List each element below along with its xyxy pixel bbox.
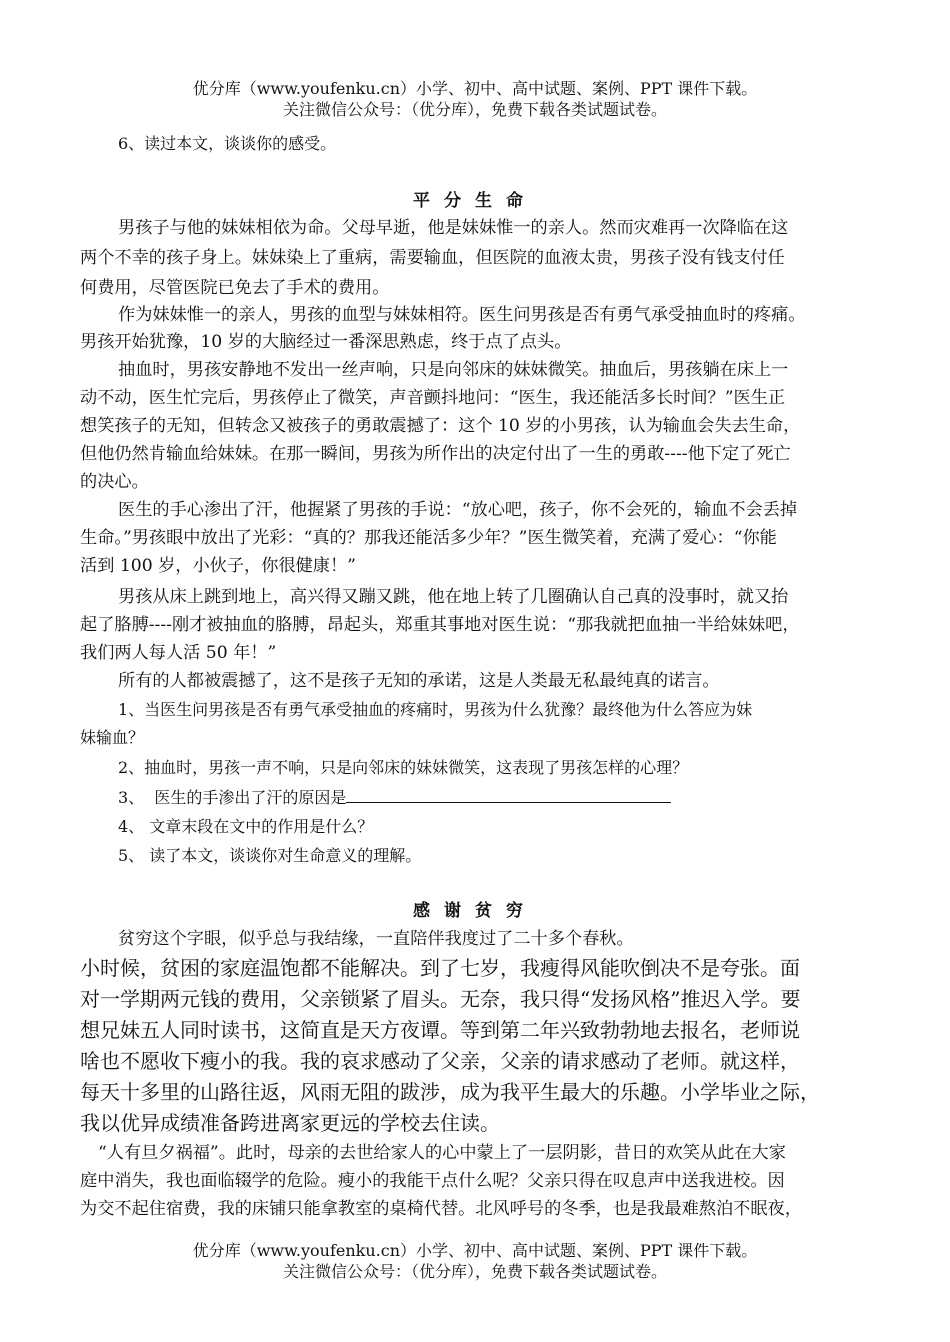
article2-title: 感谢贫穷 [413, 901, 537, 921]
question-5: 5、 读了本文，谈谈你对生命意义的理解。 [118, 846, 422, 865]
text-line: 抽血时，男孩安静地不发出一丝声响，只是向邻床的妹妹微笑。抽血后，男孩躺在床上一 [118, 360, 789, 380]
text-line: 两个不幸的孩子身上。妹妹染上了重病，需要输血，但医院的血液太贵，男孩子没有钱支付任 [80, 248, 785, 268]
question-3-text: 3、 医生的手渗出了汗的原因是 [118, 788, 347, 807]
page-footer [0, 1240, 950, 1282]
text-line: 想笑孩子的无知，但转念又被孩子的勇敢震撼了：这个 10 岁的小男孩，认为输血会失去生命， [80, 416, 801, 436]
question-1-cont: 妹输血？ [80, 728, 145, 747]
article1-title: 平分生命 [413, 191, 537, 211]
text-line: 起了胳膊----刚才被抽血的胳膊，昂起头，郑重其事地对医生说：“那我就把血抽一半给妹妹吧， [80, 615, 800, 635]
text-line: 每天十多里的山路往返，风雨无阻的跋涉，成为我平生最大的乐趣。小学毕业之际， [80, 1080, 820, 1104]
question-3 [118, 785, 671, 808]
question-4: 4、 文章末段在文中的作用是什么？ [118, 817, 374, 836]
text-line: 庭中消失，我也面临辍学的危险。瘦小的我能干点什么呢？父亲只得在叹息声中送我进校。因 [80, 1171, 785, 1191]
text-line: 生命。”男孩眼中放出了光彩：“真的？那我还能活多少年？”医生微笑着，充满了爱心：“你能 [80, 528, 777, 548]
footer-line-2: 关注微信公众号：（优分库），免费下载各类试题试卷。 [282, 1262, 667, 1281]
text-line: 想兄妹五人同时读书，这简直是天方夜谭。等到第二年兴致勃勃地去报名，老师说 [80, 1018, 800, 1042]
text-line: 对一学期两元钱的费用，父亲锁紧了眉头。无奈，我只得“发扬风格”推迟入学。要 [80, 987, 801, 1011]
text-line: 男孩子与他的妹妹相依为命。父母早逝，他是妹妹惟一的亲人。然而灾难再一次降临在这 [118, 218, 789, 238]
text-line: 贫穷这个字眼，似乎总与我结缘，一直陪伴我度过了二十多个春秋。 [118, 929, 634, 949]
text-line: 动不动，医生忙完后，男孩停止了微笑，声音颤抖地问：“医生，我还能活多长时间？”医生正 [80, 388, 786, 408]
text-line: 何费用，尽管医院已免去了手术的费用。 [80, 278, 390, 298]
answer-blank[interactable] [346, 787, 671, 803]
text-line: 小时候，贫困的家庭温饱都不能解决。到了七岁，我瘦得风能吹倒决不是夸张。面 [80, 956, 800, 980]
text-line: 但他仍然肯输血给妹妹。在那一瞬间，男孩为所作出的决定付出了一生的勇敢----他下定了死亡 [80, 444, 791, 464]
text-line: 男孩开始犹豫，10 岁的大脑经过一番深思熟虑，终于点了点头。 [80, 332, 572, 352]
text-line: 啥也不愿收下瘦小的我。我的哀求感动了父亲，父亲的请求感动了老师。就这样， [80, 1049, 800, 1073]
text-line: 我们两人每人活 50 年！” [80, 643, 277, 663]
header-line-1: 优分库（www.youfenku.cn）小学、初中、高中试题、案例、PPT 课件下载。 [192, 79, 758, 98]
text-line: 医生的手心渗出了汗，他握紧了男孩的手说：“放心吧，孩子，你不会死的，输血不会丢掉 [118, 500, 798, 520]
question-2: 2、抽血时，男孩一声不响，只是向邻床的妹妹微笑，这表现了男孩怎样的心理？ [118, 758, 689, 777]
text-line: 我以优异成绩准备跨进离家更远的学校去住读。 [80, 1111, 500, 1135]
text-line: “人有旦夕祸福”。此时，母亲的去世给家人的心中蒙上了一层阴影，昔日的欢笑从此在大家 [98, 1143, 786, 1163]
text-line: 男孩从床上跳到地上，高兴得又蹦又跳，他在地上转了几圈确认自己真的没事时，就又抬 [118, 587, 789, 607]
text-line: 所有的人都被震撼了，这不是孩子无知的承诺，这是人类最无私最纯真的诺言。 [118, 671, 720, 691]
text-line: 活到 100 岁，小伙子，你很健康！” [80, 556, 356, 576]
text-line: 的决心。 [80, 472, 149, 492]
footer-line-1: 优分库（www.youfenku.cn）小学、初中、高中试题、案例、PPT 课件下载。 [192, 1241, 758, 1260]
text-line: 为交不起住宿费，我的床铺只能拿教室的桌椅代替。北风呼号的冬季，也是我最难熬泊不眠夜， [80, 1199, 802, 1219]
header-line-2: 关注微信公众号：（优分库），免费下载各类试题试卷。 [282, 100, 667, 119]
text-line: 作为妹妹惟一的亲人，男孩的血型与妹妹相符。医生问男孩是否有勇气承受抽血时的疼痛。 [118, 305, 806, 325]
page-header [0, 78, 950, 120]
prev-question: 6、读过本文，谈谈你的感受。 [118, 134, 337, 153]
question-1: 1、当医生问男孩是否有勇气承受抽血的疼痛时，男孩为什么犹豫？最终他为什么答应为妹 [118, 700, 753, 719]
